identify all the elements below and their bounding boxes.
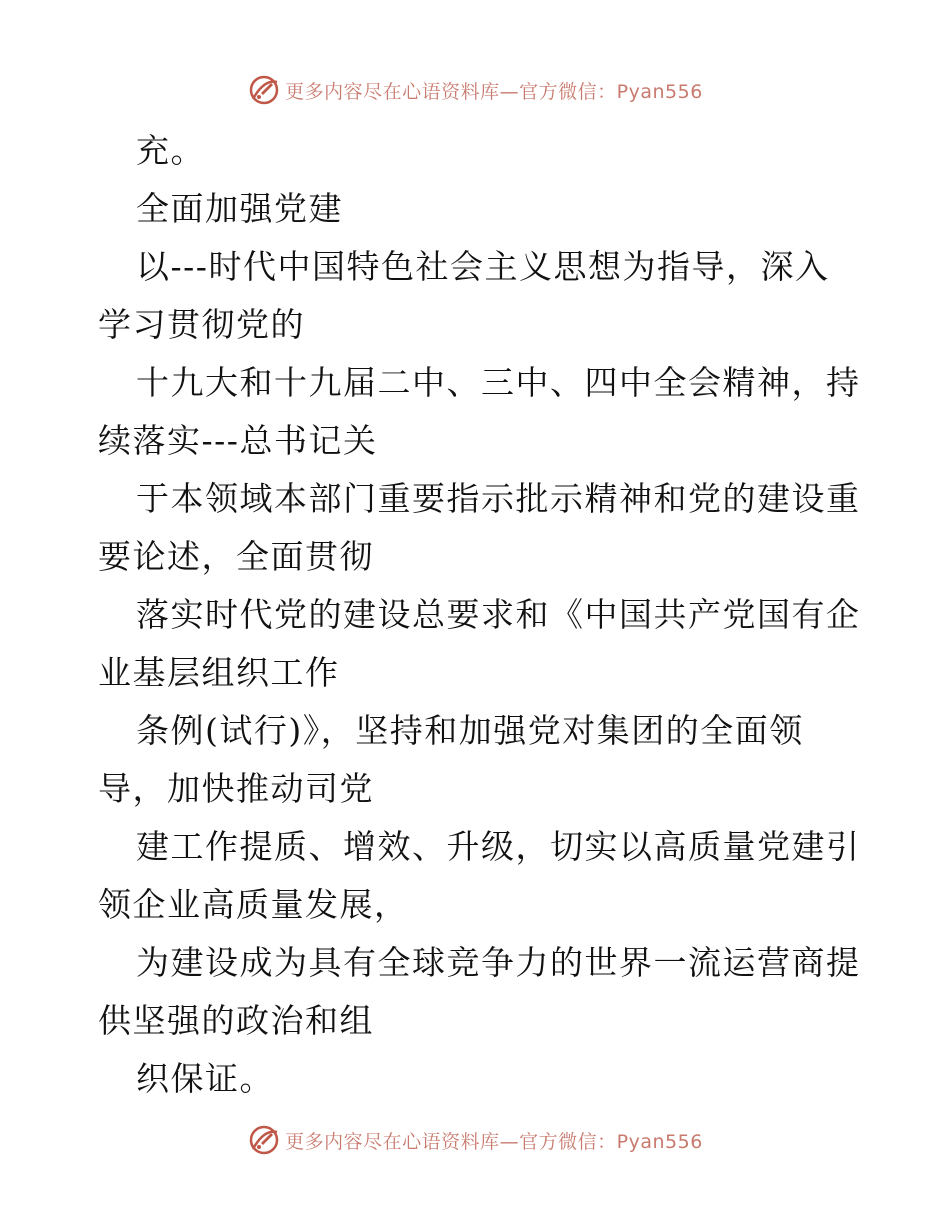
text-line: 续落实---总书记关	[98, 421, 378, 460]
watermark-text: 更多内容尽在心语资料库—官方微信：Pyan556	[285, 1130, 703, 1153]
text-line: 业基层组织工作	[98, 653, 340, 692]
text-line: 为建设成为具有全球竞争力的世界一流运营商提	[136, 943, 861, 982]
text-line: 织保证。	[136, 1059, 274, 1098]
document-body	[98, 122, 868, 1108]
text-line: 领企业高质量发展，	[98, 885, 409, 924]
text-line: 落实时代党的建设总要求和《中国共产党国有企	[136, 595, 861, 634]
footer-watermark	[0, 1120, 950, 1160]
pen-logo-icon	[247, 73, 281, 107]
pen-logo-icon	[247, 1123, 281, 1157]
text-line: 建工作提质、增效、升级，切实以高质量党建引	[136, 827, 861, 866]
text-line: 充。	[136, 131, 205, 170]
text-line: 于本领域本部门重要指示批示精神和党的建设重	[136, 479, 861, 518]
text-line: 学习贯彻党的	[98, 305, 305, 344]
watermark-text: 更多内容尽在心语资料库—官方微信：Pyan556	[285, 80, 703, 103]
text-line: 要论述，全面贯彻	[98, 537, 374, 576]
text-line: 供坚强的政治和组	[98, 1001, 374, 1040]
text-line: 以---时代中国特色社会主义思想为指导，深入	[136, 247, 830, 286]
header-watermark	[0, 70, 950, 110]
section-heading: 全面加强党建	[136, 189, 343, 228]
text-line: 十九大和十九届二中、三中、四中全会精神，持	[136, 363, 861, 402]
text-line: 导，加快推动司党	[98, 769, 374, 808]
text-line: 条例(试行)》，坚持和加强党对集团的全面领	[136, 711, 804, 750]
